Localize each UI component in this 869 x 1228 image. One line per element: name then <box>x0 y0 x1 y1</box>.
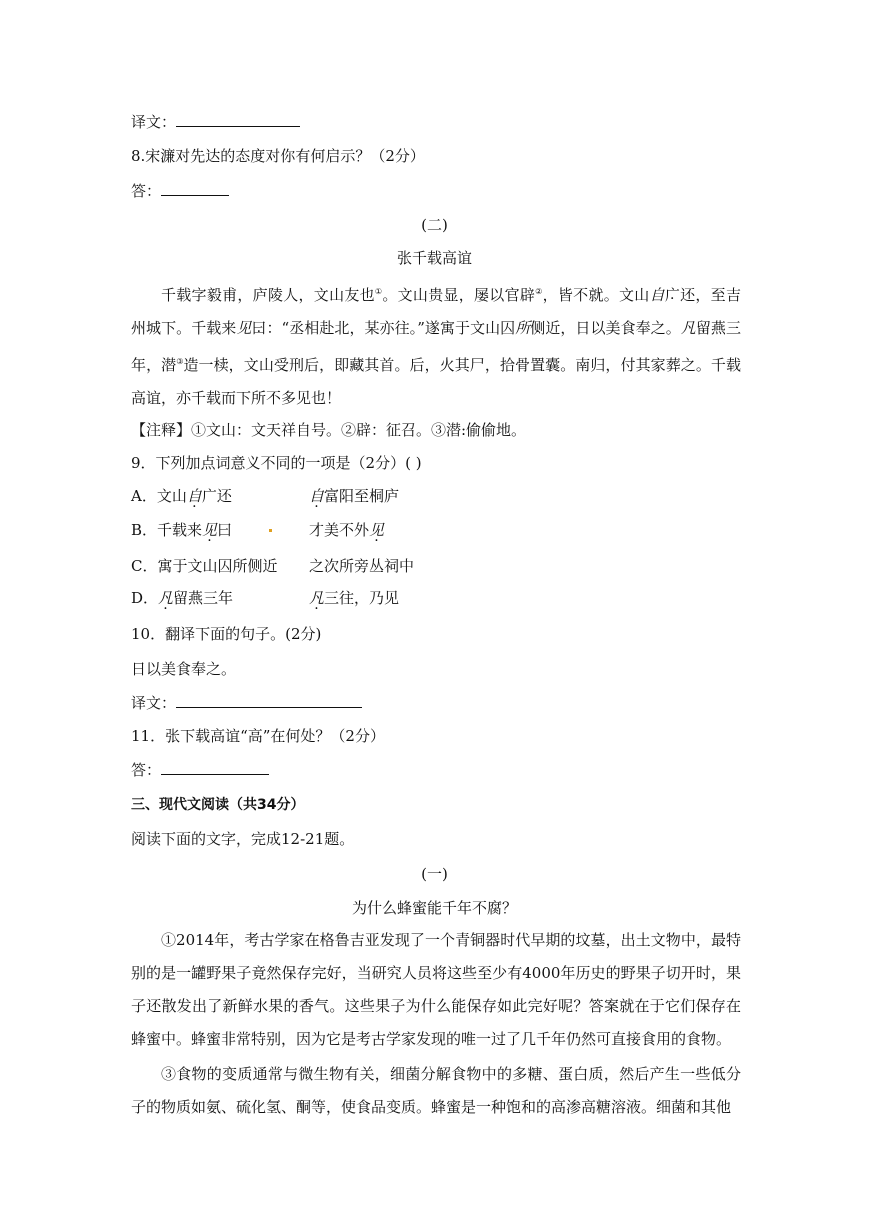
passage-title: 张千载高谊 <box>396 249 472 267</box>
answer-label: 答： <box>131 182 162 200</box>
footnote-mark: ③ <box>176 357 184 366</box>
stray-mark <box>269 529 272 532</box>
dotted-word: 见 <box>202 521 218 539</box>
question-10-sentence: 日以美食奉之。 <box>131 660 237 678</box>
answer-line-2 <box>131 760 269 780</box>
answer-line <box>131 181 229 201</box>
footnote-mark: ② <box>535 287 543 296</box>
article-paragraph-1: ①2014年，考古学家在格鲁吉亚发现了一个青铜器时代早期的坟墓，出土文物中，最特别的是一罐野果子竟然保存完好，当研究人员将这些至少有4000年历史的野果子切开时，果子还散发出了新鲜水果的香气。这些果子为什么能保存如此完好呢？答案就在于它们保存在蜂蜜中。蜂蜜非常特别，因为它是考古学家发现的唯一过了几千年仍然可直接食用的食物。 <box>131 931 741 1048</box>
passage-paragraph: 千载字毅甫，庐陵人，文山友也①。文山贵显，屡以官辟②，皆不就。文山自广还，至吉州城下。千载来见曰：“丞相赴北，某亦往。”遂寓于文山囚所侧近，日以美食奉之。凡留燕三年，潜③造一椟，文山受刑后，即藏其首。后，火其尸，拾骨置囊。南归，付其家葬之。千载高谊，亦千载而下所不多见也！ <box>131 286 741 407</box>
question-11: 11．张下载高谊“高”在何处？（2分） <box>131 727 385 745</box>
translation-line-2 <box>131 693 362 713</box>
dotted-word: 凡 <box>309 589 325 607</box>
answer-blank[interactable] <box>161 760 269 775</box>
translation-label: 译文： <box>131 113 177 131</box>
dotted-word: 自 <box>309 487 325 505</box>
part-number-1: (一) <box>421 865 448 883</box>
article-paragraph-3: ③食物的变质通常与微生物有关，细菌分解食物中的多糖、蛋白质，然后产生一些低分子的物质如氨、硫化氢、酮等，使食品变质。蜂蜜是一种饱和的高渗高糖溶液。细菌和其他 <box>131 1065 741 1116</box>
question-10: 10．翻译下面的句子。(2分) <box>131 625 322 643</box>
translation-blank[interactable] <box>176 693 362 708</box>
dotted-word: 自 <box>186 487 202 505</box>
dotted-word: 所 <box>515 319 531 337</box>
option-c[interactable]: C．寓于文山囚所侧近 之次所旁丛祠中 <box>131 557 415 575</box>
dotted-word: 凡 <box>680 319 696 337</box>
dotted-word: 自 <box>649 286 665 304</box>
question-9: 9．下列加点词意义不同的一项是（2分）( ) <box>131 454 422 472</box>
section-heading: 三、现代文阅读（共34分） <box>131 797 305 813</box>
translation-blank[interactable] <box>176 112 300 127</box>
translation-line <box>131 112 300 132</box>
article-title: 为什么蜂蜜能千年不腐？ <box>351 899 517 917</box>
section-instruction: 阅读下面的文字，完成12-21题。 <box>131 830 355 848</box>
part-number-2: (二) <box>421 216 448 234</box>
dotted-word: 见 <box>369 521 385 539</box>
translation-label: 译文： <box>131 694 177 712</box>
answer-label: 答： <box>131 761 162 779</box>
answer-blank[interactable] <box>161 181 229 196</box>
option-b[interactable]: B．千载来见曰 才美不外见 <box>131 521 385 539</box>
option-d[interactable]: D．凡留燕三年 凡三往，乃见 <box>131 589 400 607</box>
dotted-word: 见 <box>236 319 252 337</box>
footnote-mark: ① <box>374 287 383 296</box>
question-8: 8.宋濂对先达的态度对你有何启示？（2分） <box>131 147 425 165</box>
option-a[interactable]: A．文山自广还 自富阳至桐庐 <box>131 487 400 505</box>
annotation-note: 【注释】①文山：文天祥自号。②辟：征召。③潜:偷偷地。 <box>131 421 527 439</box>
dotted-word: 凡 <box>158 589 174 607</box>
